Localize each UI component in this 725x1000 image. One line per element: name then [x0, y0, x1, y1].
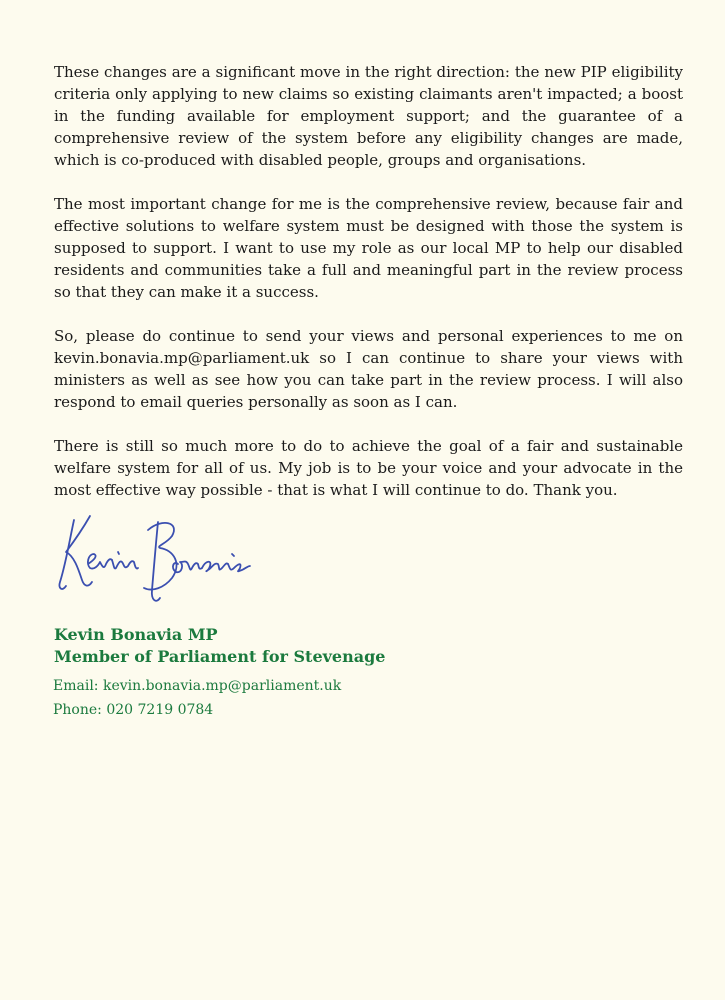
- handwritten-signature: [52, 508, 252, 613]
- contact-email: Email: kevin.bonavia.mp@parliament.uk: [53, 678, 342, 694]
- letter-body: [54, 61, 683, 523]
- contact-phone: Phone: 020 7219 0784: [53, 702, 214, 718]
- paragraph-contact-request: So, please do continue to send your views and personal experiences to me on kevin.bonavia.mp@parliament.uk so I can continue to share your views with ministers as well as see how you can take part in the review process. I will also respond to email queries personally as soon as I can.: [54, 327, 683, 411]
- signatory-name: Kevin Bonavia MP: [54, 625, 218, 644]
- contact-block: [53, 674, 341, 722]
- signoff-block: [54, 624, 385, 668]
- paragraph-review: The most important change for me is the comprehensive review, because fair and effective solutions to welfare system must be designed with those the system is supposed to support. I want to use my role as our local MP to help our disabled residents and communities take a full and meaningful part in the review process so that they can make it a success.: [54, 195, 683, 301]
- paragraph-closing: There is still so much more to do to achieve the goal of a fair and sustainable welfare system for all of us. My job is to be your voice and your advocate in the most effective way possible - that is what I will continue to do. Thank you.: [54, 437, 683, 499]
- signatory-role: Member of Parliament for Stevenage: [54, 647, 386, 666]
- paragraph-changes: These changes are a significant move in the right direction: the new PIP eligibility criteria only applying to new claims so existing claimants aren't impacted; a boost in the funding available for employment support; and the guarantee of a comprehensive review of the system before any eligibility changes are made, which is co-produced with disabled people, groups and organisations.: [54, 63, 683, 169]
